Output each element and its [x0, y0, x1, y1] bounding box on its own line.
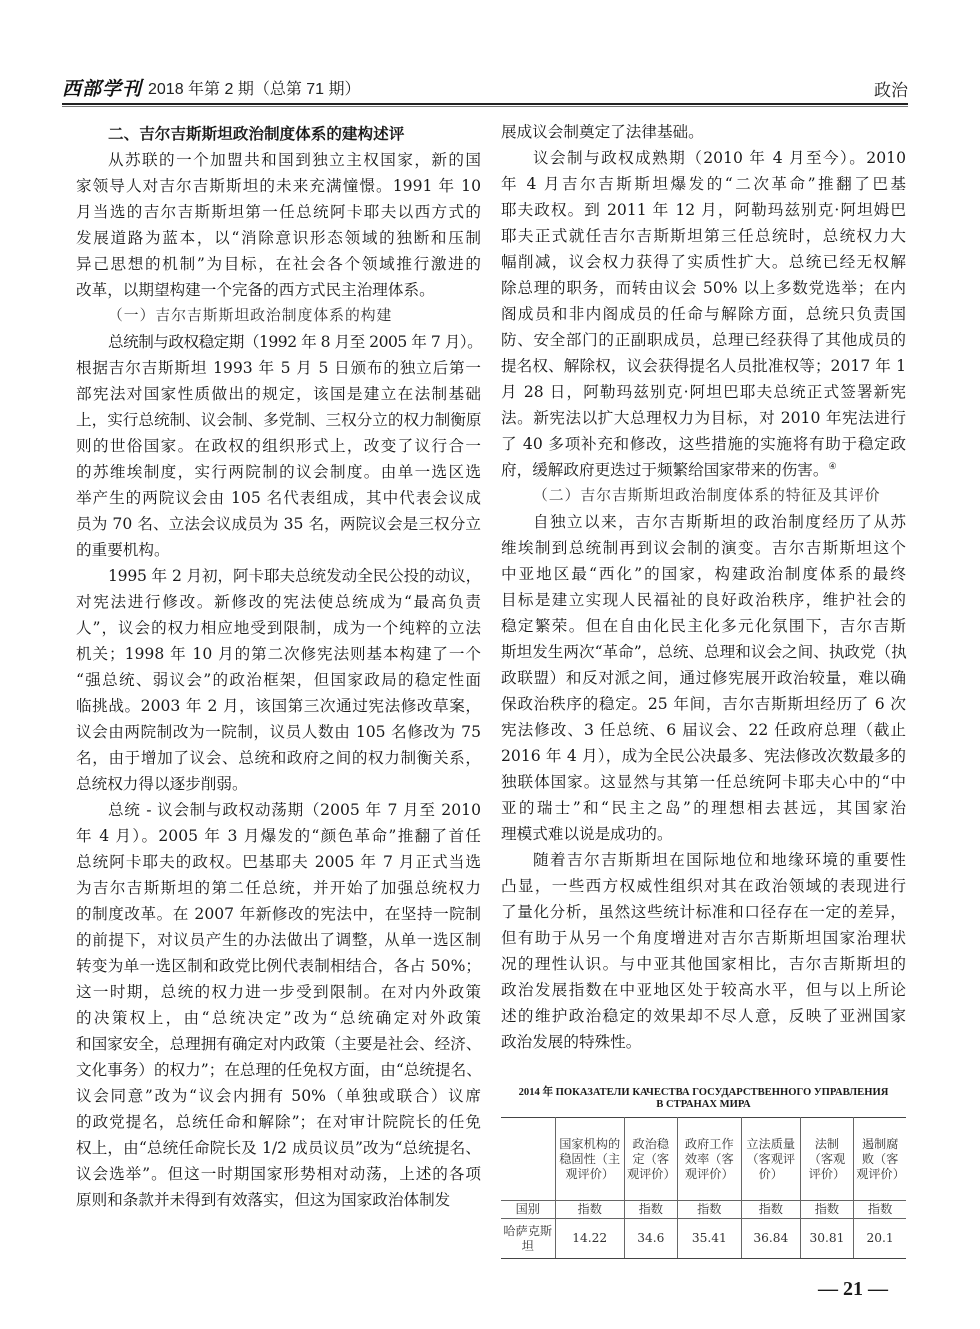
- text-line: [501, 1003, 906, 1029]
- table-header-row: [501, 1118, 906, 1201]
- line-text: （二）吉尔吉斯斯坦政治制度体系的特征及其评价: [533, 487, 881, 504]
- line-text: 述的维护政治稳定的效果却不尽人意，反映了亚洲国家: [501, 1007, 906, 1025]
- text-line: [501, 171, 906, 197]
- line-text: 和国家安全，总理拥有确定对内政策（主要是社会、经济、: [76, 1035, 482, 1053]
- line-text: 名，由于增加了议会、总统和政府之间的权力制衡关系，: [76, 749, 481, 767]
- paragraph: [501, 847, 906, 1055]
- line-text: 员为 70 名、立法会议成员为 35 名，两院议会是三权分立: [76, 515, 481, 533]
- line-text: “强总统、弱议会”的政治框架，但国家政局的稳定性面: [76, 671, 481, 689]
- line-text: 从苏联的一个加盟共和国到独立主权国家，新的国: [108, 151, 481, 169]
- line-text: 根据吉尔吉斯斯坦 1993 年 5 月 5 日颁布的独立后第一: [76, 359, 481, 377]
- text-line: [501, 561, 906, 587]
- line-text: 文化事务）的权力”；在总理的任免权方面，由“总统提名、: [76, 1061, 482, 1079]
- text-line: [76, 953, 481, 979]
- line-text: 总统阿卡耶夫的政权。巴基耶夫 2005 年 7 月正式当选: [76, 853, 481, 871]
- text-line: [76, 849, 481, 875]
- line-text: 部宪法对国家性质做出的规定，该国是建立在法制基础: [76, 385, 481, 403]
- text-line: [76, 147, 481, 173]
- text-line: [76, 485, 481, 511]
- line-text: 理模式难以说是成功的。: [501, 825, 673, 843]
- governance-indicators-table: [501, 1117, 906, 1259]
- header-cell: 法制（客观评价）: [800, 1118, 854, 1201]
- text-line: [76, 1005, 481, 1031]
- header-cell: 政治稳定（客观评价）: [624, 1118, 677, 1201]
- line-text: 政治发展指数在中亚地区处于较高水平，但与以上所论: [501, 981, 906, 999]
- text-line: [76, 173, 481, 199]
- line-text: 除总理的职务，而转由议会 50% 以上多数党选举；在内: [501, 279, 906, 297]
- table-cell: 14.22: [555, 1219, 624, 1259]
- text-line: [501, 197, 906, 223]
- line-text: 总统权力得以逐步削弱。: [76, 775, 248, 793]
- line-text: 况的理性认识。与中亚其他国家相比，吉尔吉斯斯坦的: [501, 955, 906, 973]
- header-rule: [62, 103, 908, 105]
- table-cell: 35.41: [677, 1219, 741, 1259]
- line-text: 上，实行总统制、议会制、多党制、三权分立的权力制衡原: [76, 411, 482, 429]
- issue-info: 2018 年第 2 期（总第 71 期）: [148, 81, 361, 98]
- line-text: （一）吉尔吉斯斯坦政治制度体系的构建: [108, 307, 393, 324]
- line-text: 防、安全部门的正副职成员，总理已经获得了其他成员的: [501, 331, 906, 349]
- line-text: 为吉尔吉斯斯坦的第二任总统，并开始了加强总统权力: [76, 879, 481, 897]
- table-cell: 指数: [555, 1201, 624, 1219]
- line-text: 人”，议会的权力相应地受到限制，成为一个纯粹的立法: [76, 619, 481, 637]
- text-line: [76, 1057, 481, 1083]
- line-text: 2016 年 4 月），成为全民公决最多、宪法修改次数最多的: [501, 747, 906, 765]
- text-line: [501, 275, 906, 301]
- table-row: [501, 1219, 906, 1259]
- text-line: [501, 665, 906, 691]
- table-cell: 哈萨克斯坦: [501, 1219, 555, 1259]
- line-text: 总统 - 议会制与政权动荡期（2005 年 7 月至 2010: [108, 801, 481, 819]
- text-line: [501, 925, 906, 951]
- text-line: [76, 381, 481, 407]
- table-cell: 30.81: [800, 1219, 854, 1259]
- line-text: 转变为单一选区制和政党比例代表制相结合，各占 50%；: [76, 957, 481, 975]
- text-line: [76, 1161, 481, 1187]
- text-line: [76, 875, 481, 901]
- line-text: 机关；1998 年 10 月的第二次修宪法则基本构建了一个: [76, 645, 481, 663]
- line-text: 改革，以期望构建一个完备的西方式民主治理体系。: [76, 281, 435, 299]
- text-line: [501, 405, 906, 431]
- line-text: 独联体国家。这显然与其第一任总统阿卡耶夫心中的“中: [501, 773, 906, 791]
- text-line: [501, 639, 906, 665]
- line-text: 提名权、解除权，议会获得提名人员批准权等；2017 年 1: [501, 357, 906, 375]
- subheading: [76, 303, 481, 329]
- header-cell: 遏制腐败（客观评价）: [854, 1118, 906, 1201]
- line-text: 耶夫政权。到 2011 年 12 月，阿勒玛兹别克·阿坦姆巴: [501, 201, 906, 219]
- text-line: [76, 251, 481, 277]
- line-text: 举产生的两院议会由 105 名代表组成，其中代表会议成: [76, 489, 481, 507]
- text-line: [501, 717, 906, 743]
- line-text: 稳定繁荣。但在自由化民主化多元化氛围下，吉尔吉斯: [501, 617, 906, 635]
- text-line: [76, 641, 481, 667]
- text-line: [501, 847, 906, 873]
- table-cell: 34.6: [624, 1219, 677, 1259]
- text-line: [501, 977, 906, 1003]
- text-line: [501, 379, 906, 405]
- line-text: 议会选举”。但这一时期国家形势相对动荡，上述的各项: [76, 1165, 481, 1183]
- table-cell: 指数: [741, 1201, 800, 1219]
- line-text: 中亚地区最“西化”的国家，构建政治制度体系的最终: [501, 565, 906, 583]
- subheading: [501, 483, 906, 509]
- line-text: 家领导人对吉尔吉斯斯坦的未来充满憧憬。1991 年 10: [76, 177, 481, 195]
- text-line: [76, 797, 481, 823]
- line-text: 二、吉尔吉斯斯坦政治制度体系的建构述评: [108, 125, 405, 143]
- paragraph: [76, 797, 481, 1213]
- line-text: 保政治秩序的稳定。25 年间，吉尔吉斯斯坦经历了 6 次: [501, 695, 906, 713]
- text-line: [501, 795, 906, 821]
- text-line: [501, 509, 906, 535]
- line-text: 政治发展的特殊性。: [501, 1033, 642, 1051]
- text-line: [501, 951, 906, 977]
- text-line: [501, 899, 906, 925]
- text-line: [76, 693, 481, 719]
- line-text: 1995 年 2 月初，阿卡耶夫总统发动全民公投的动议，: [108, 567, 481, 585]
- line-text: 宪法修改、3 任总统、6 届议会、22 任政府总理（截止: [501, 721, 906, 739]
- text-line: [76, 979, 481, 1005]
- line-text: 议会同意”改为“议会内拥有 50%（单独或联合）议席: [76, 1087, 481, 1105]
- table-cell: 指数: [800, 1201, 854, 1219]
- text-line: [76, 615, 481, 641]
- line-text: 异己思想的机制”为目标，在社会各个领域推行激进的: [76, 255, 481, 273]
- table-title-line-2: В СТРАНАХ МИРА: [656, 1099, 751, 1110]
- table-title-line-1: 2014 年 ПОКАЗАТЕЛИ КАЧЕСТВА ГОСУДАРСТВЕННОГО УПРАВЛЕНИЯ: [518, 1087, 889, 1098]
- line-text: 府，缓解政府更迭过于频繁给国家带来的伤害。: [501, 461, 829, 479]
- text-line: [76, 1187, 481, 1213]
- line-text: 年 4 月吉尔吉斯斯坦爆发的“二次革命”推翻了巴基: [501, 175, 906, 193]
- line-text: 目标是建立实现人民福祉的良好政治秩序，维护社会的: [501, 591, 906, 609]
- line-text: 总统制与政权稳定期（1992 年 8 月至 2005 年 7 月）。: [108, 333, 483, 351]
- text-line: [76, 537, 481, 563]
- line-text: 阁成员和非内阁成员的任命与解除方面，总统只负责国: [501, 305, 906, 323]
- line-text: 了 40 多项补充和修改，这些措施的实施将有助于稳定政: [501, 435, 906, 453]
- paragraph: [76, 329, 481, 563]
- paragraph: [501, 119, 906, 145]
- text-line: [76, 511, 481, 537]
- text-line: [76, 355, 481, 381]
- text-line: [501, 145, 906, 171]
- text-line: [76, 1083, 481, 1109]
- table-cell: 20.1: [854, 1219, 906, 1259]
- footnote-marker[interactable]: ④: [828, 461, 837, 472]
- page-number: — 21 —: [818, 1278, 888, 1300]
- text-line: [501, 821, 906, 847]
- text-line: [501, 327, 906, 353]
- text-line: [501, 431, 906, 457]
- line-text: 议会制与政权成熟期（2010 年 4 月至今）。2010: [533, 149, 906, 167]
- heading: [76, 121, 481, 147]
- table-cell: 指数: [624, 1201, 677, 1219]
- line-text: 对宪法进行修改。新修改的宪法使总统成为“最高负责: [76, 593, 481, 611]
- line-text: 的决策权上，由“总统决定”改为“总统确定对外政策: [76, 1009, 481, 1027]
- section-label: 政治: [874, 81, 908, 100]
- text-line: [76, 1135, 481, 1161]
- text-line: [501, 1029, 906, 1055]
- heading: [76, 121, 481, 147]
- line-text: 展成议会制奠定了法律基础。: [501, 123, 704, 141]
- header-cell: 立法质量（客观评价）: [741, 1118, 800, 1201]
- paragraph: [501, 509, 906, 847]
- subheading: [76, 303, 481, 329]
- text-line: [76, 407, 481, 433]
- text-line: [76, 277, 481, 303]
- text-line: [501, 873, 906, 899]
- right-column: [501, 119, 906, 1055]
- line-text: 法。新宪法以扩大总理权力为目标，对 2010 年宪法进行: [501, 409, 906, 427]
- subheading: [501, 483, 906, 509]
- line-text: 凸显，一些西方权威性组织对其在政治领域的表现进行: [501, 877, 906, 895]
- line-text: 发展道路为蓝本，以“消除意识形态领域的独断和压制: [76, 229, 481, 247]
- table-cell: 指数: [677, 1201, 741, 1219]
- line-text: 随着吉尔吉斯斯坦在国际地位和地缘环境的重要性: [533, 851, 906, 869]
- text-line: [76, 719, 481, 745]
- text-line: [76, 1031, 481, 1057]
- text-line: [501, 457, 906, 483]
- line-text: 的苏维埃制度，实行两院制的议会制度。由单一选区选: [76, 463, 481, 481]
- paragraph: [76, 147, 481, 303]
- line-text: 的重要机构。: [76, 541, 170, 559]
- table-cell: 国别: [501, 1201, 555, 1219]
- text-line: [76, 1109, 481, 1135]
- left-column: [76, 121, 481, 1213]
- text-line: [76, 927, 481, 953]
- text-line: [76, 563, 481, 589]
- line-text: 临挑战。2003 年 2 月，该国第三次通过宪法修改草案，: [76, 697, 481, 715]
- line-text: 则的世俗国家。在政权的组织形式上，改变了议行合一: [76, 437, 481, 455]
- text-line: [501, 249, 906, 275]
- text-line: [501, 613, 906, 639]
- line-text: 权上，由“总统任命院长及 1/2 成员议员”改为“总统提名、: [76, 1139, 481, 1157]
- header-cell: 政府工作效率（客观评价）: [677, 1118, 741, 1201]
- text-line: [501, 223, 906, 249]
- text-line: [501, 353, 906, 379]
- text-line: [501, 743, 906, 769]
- text-line: [501, 119, 906, 145]
- line-text: 议会由两院制改为一院制，议员人数由 105 名修改为 75: [76, 723, 481, 741]
- line-text: 年 4 月）。2005 年 3 月爆发的“颜色革命”推翻了首任: [76, 827, 481, 845]
- text-line: [76, 901, 481, 927]
- text-line: [501, 691, 906, 717]
- table-cell: 指数: [854, 1201, 906, 1219]
- text-line: [501, 301, 906, 327]
- line-text: 政联盟）和反对派之间，通过修宪展开政治较量，难以确: [501, 669, 906, 687]
- header-cell: [501, 1118, 555, 1201]
- text-line: [501, 769, 906, 795]
- journal-logo: 西部学刊: [62, 78, 143, 100]
- table-row: [501, 1201, 906, 1219]
- line-text: 自独立以来，吉尔吉斯斯坦的政治制度经历了从苏: [533, 513, 906, 531]
- text-line: [76, 771, 481, 797]
- line-text: 了量化分析，虽然这些统计标准和口径存在一定的差异，: [501, 903, 906, 921]
- line-text: 幅削减，议会权力获得了实质性扩大。总统已经无权解: [501, 253, 906, 271]
- line-text: 这一时期，总统的权力进一步受到限制。在对内外政策: [76, 983, 481, 1001]
- line-text: 斯坦发生两次“革命”，总统、总理和议会之间、执政党（执: [501, 643, 907, 661]
- line-text: 耶夫正式就任吉尔吉斯斯坦第三任总统时，总统权力大: [501, 227, 906, 245]
- line-text: 月当选的吉尔吉斯斯坦第一任总统阿卡耶夫以西方式的: [76, 203, 481, 221]
- line-text: 的前提下，对议员产生的办法做出了调整，从单一选区制: [76, 931, 481, 949]
- header-rule-thin: [62, 106, 908, 107]
- paragraph: [76, 563, 481, 797]
- text-line: [76, 459, 481, 485]
- text-line: [76, 667, 481, 693]
- paragraph: [501, 145, 906, 483]
- text-line: [76, 199, 481, 225]
- line-text: 维埃制到总统制再到议会制的演变。吉尔吉斯斯坦这个: [501, 539, 906, 557]
- text-line: [76, 329, 481, 355]
- text-line: [76, 225, 481, 251]
- line-text: 月 28 日，阿勒玛兹别克·阿坦巴耶夫总统正式签署新宪: [501, 383, 906, 401]
- text-line: [76, 745, 481, 771]
- text-line: [76, 823, 481, 849]
- line-text: 亚的瑞士”和“民主之岛”的理想相去甚远，其国家治: [501, 799, 906, 817]
- line-text: 原则和条款并未得到有效落实，但这为国家政治体制发: [76, 1191, 451, 1209]
- table-cell: 36.84: [741, 1219, 800, 1259]
- text-line: [501, 587, 906, 613]
- line-text: 但有助于从另一个角度增进对吉尔吉斯斯坦国家治理状: [501, 929, 906, 947]
- header-cell: 国家机构的稳固性（主观评价）: [555, 1118, 624, 1201]
- text-line: [501, 535, 906, 561]
- text-line: [76, 589, 481, 615]
- running-header: [62, 74, 908, 100]
- text-line: [76, 433, 481, 459]
- line-text: 的政党提名，总统任命和解除”；在对审计院院长的任免: [76, 1113, 481, 1131]
- line-text: 的制度改革。在 2007 年新修改的宪法中，在坚持一院制: [76, 905, 481, 923]
